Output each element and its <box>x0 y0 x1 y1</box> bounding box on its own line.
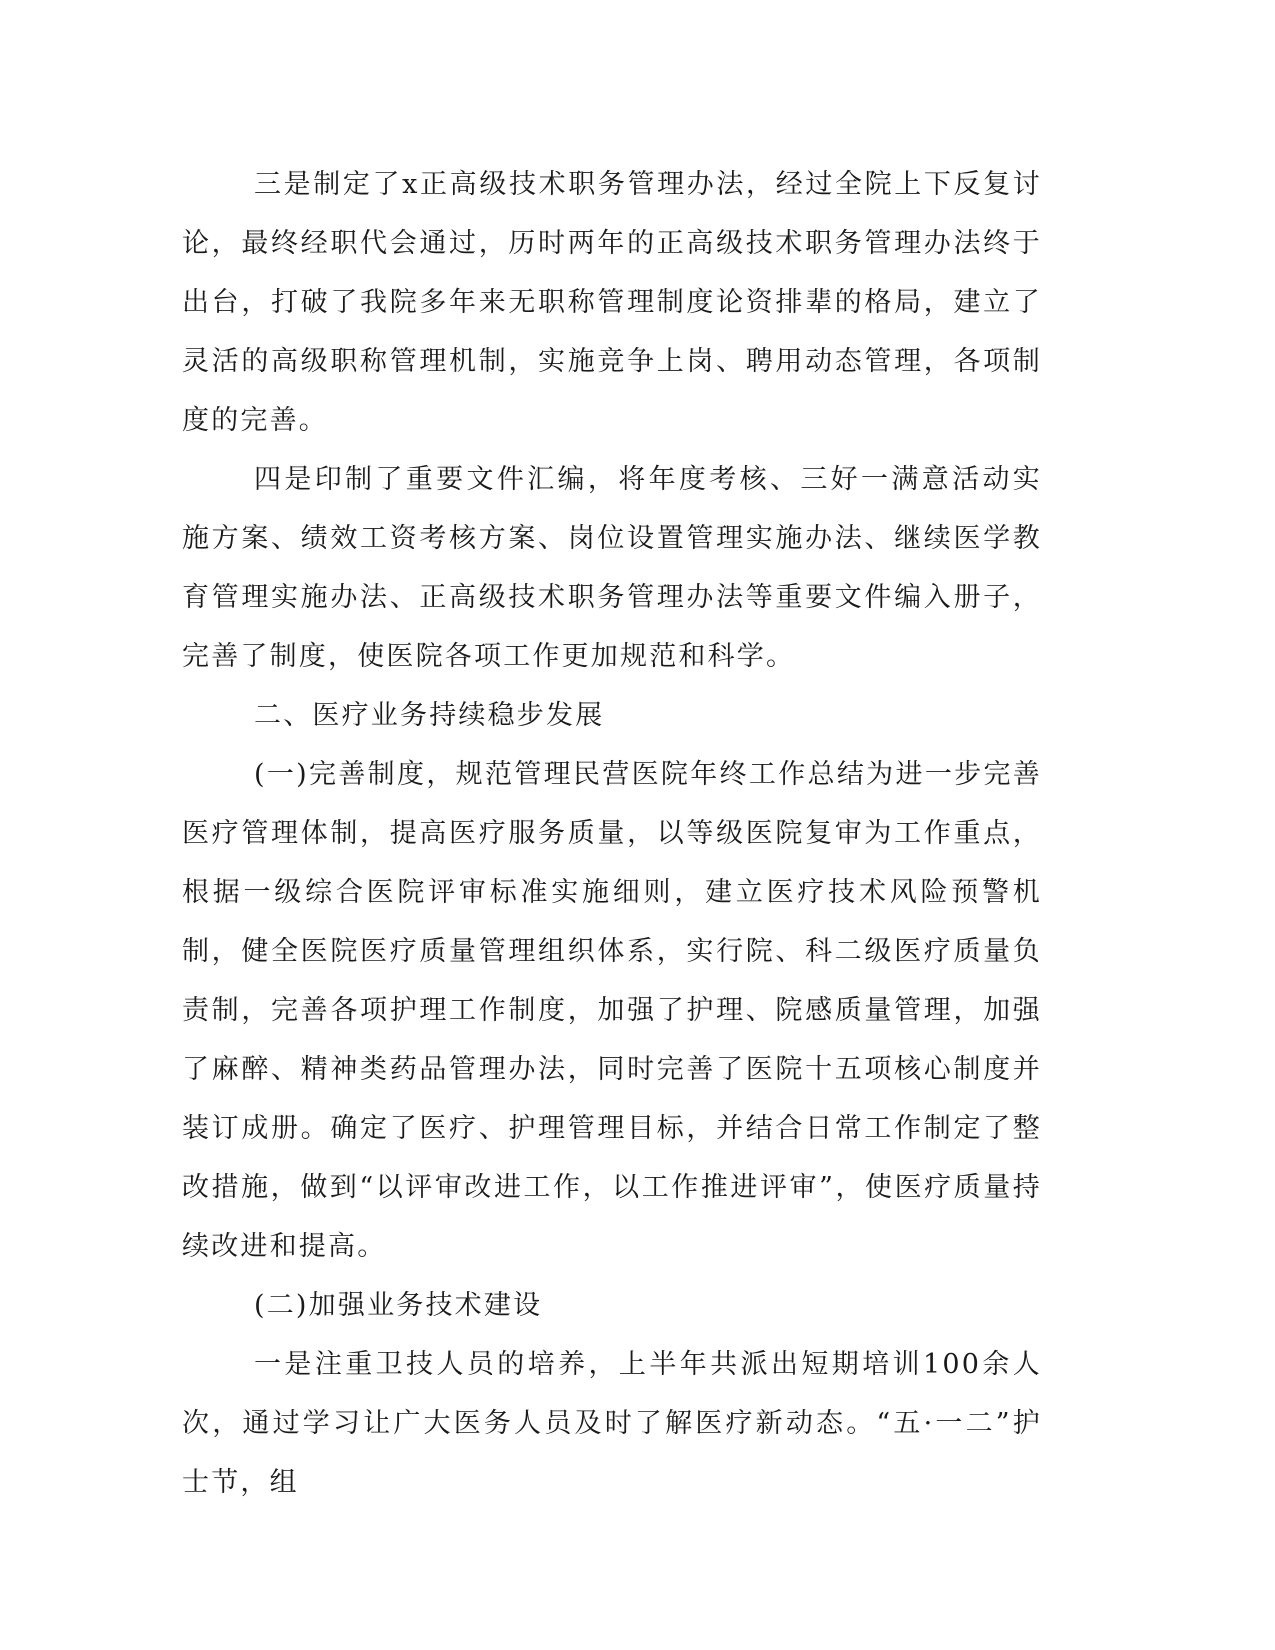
paragraph-document-compilation: 四是印制了重要文件汇编，将年度考核、三好一满意活动实施方案、绩效工资考核方案、岗位设置管理实施办法、继续医学教育管理实施办法、正高级技术职务管理办法等重要文件编入册子，完善了制度，使医院各项工作更加规范和科学。 <box>182 464 1042 672</box>
section-heading-medical-business: 二、医疗业务持续稳步发展 <box>254 700 605 731</box>
paragraph-staff-training: 一是注重卫技人员的培养，上半年共派出短期培训100余人次，通过学习让广大医务人员及时了解医疗新动态。“五·一二”护士节，组 <box>182 1349 1042 1498</box>
paragraph-improve-systems: (一)完善制度，规范管理民营医院年终工作总结为进一步完善医疗管理体制，提高医疗服务质量，以等级医院复审为工作重点，根据一级综合医院评审标准实施细则，建立医疗技术风险预警机制，健全医院医疗质量管理组织体系，实行院、科二级医疗质量负责制，完善各项护理工作制度，加强了护理、院感质量管理，加强了麻醉、精神类药品管理办法，同时完善了医院十五项核心制度并装订成册。确定了医疗、护理管理目标，并结合日常工作制定了整改措施，做到“以评审改进工作，以工作推进评审”，使医疗质量持续改进和提高。 <box>182 759 1042 1262</box>
subsection-heading-technical-construction: (二)加强业务技术建设 <box>254 1290 543 1321</box>
paragraph-technical-post-measures: 三是制定了x正高级技术职务管理办法，经过全院上下反复讨论，最终经职代会通过，历时两年的正高级技术职务管理办法终于出台，打破了我院多年来无职称管理制度论资排辈的格局，建立了灵活的高级职称管理机制，实施竞争上岗、聘用动态管理，各项制度的完善。 <box>182 169 1042 436</box>
document-body <box>182 155 1042 1512</box>
